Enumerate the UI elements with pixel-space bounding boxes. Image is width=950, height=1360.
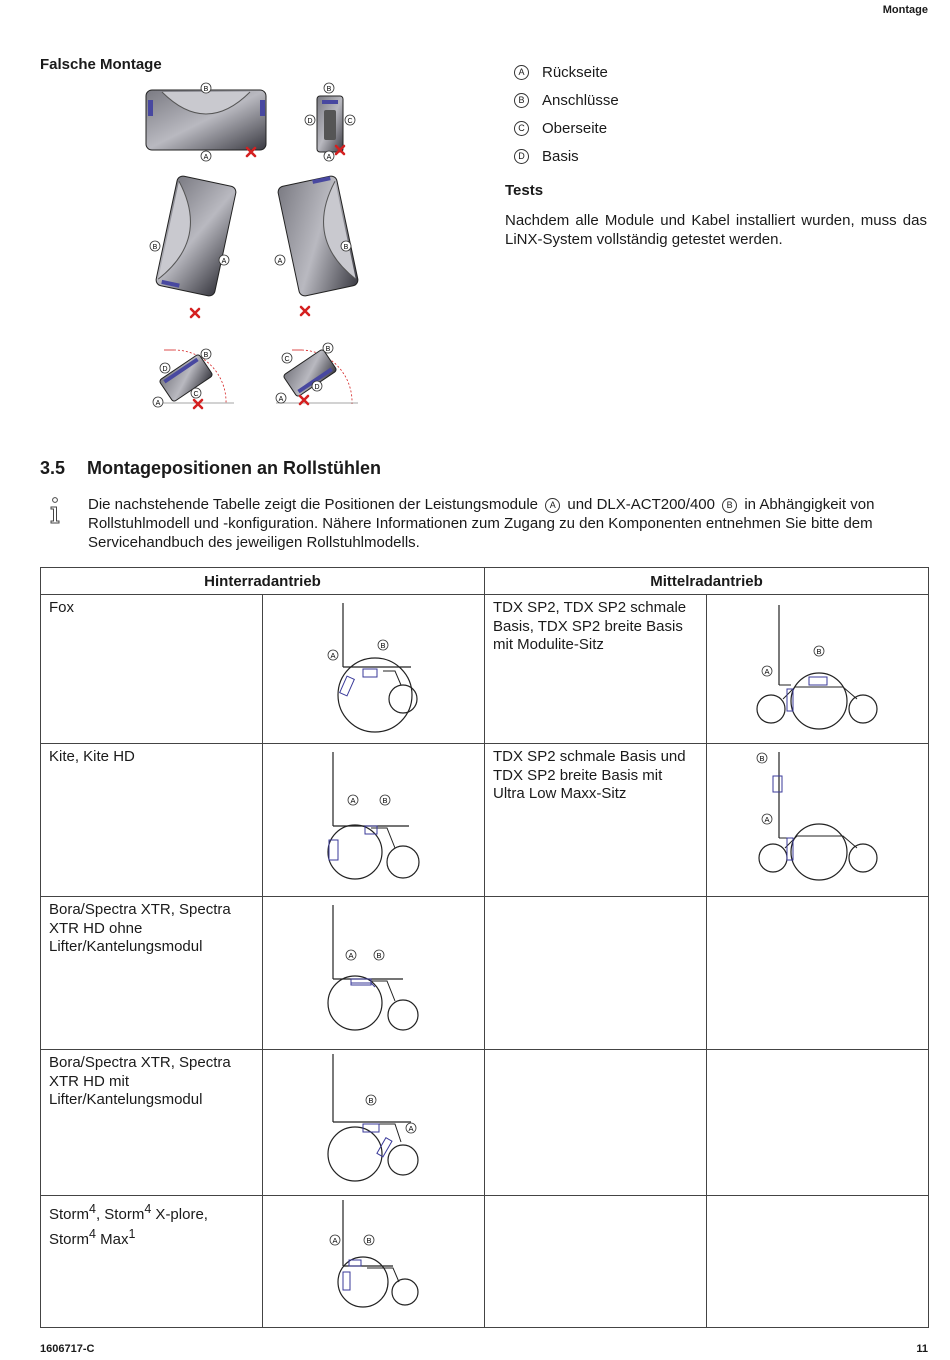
legend-text: Anschlüsse <box>542 91 619 109</box>
legend-text: Oberseite <box>542 119 608 137</box>
label-a-2: A <box>326 154 332 161</box>
label-b-2: B <box>326 86 332 93</box>
diagram-label-b: B <box>759 754 765 763</box>
legend <box>512 58 912 170</box>
rear-diagram-kite <box>263 744 485 888</box>
rear-diagram-cell <box>263 897 485 1050</box>
legend-item-c <box>512 114 912 142</box>
diagram-label-b: B <box>376 951 382 960</box>
diagram-label-b: B <box>368 1096 374 1105</box>
mid-diagram-tdx-modulite <box>707 595 929 735</box>
rear-model-label: Bora/Spectra XTR, Spectra XTR HD mit Lifter/Kantelungsmodul <box>41 1050 263 1196</box>
wrong-mounting-figure <box>134 78 374 418</box>
header-mid-drive: Mittelradantrieb <box>485 568 929 595</box>
label-c-3: C <box>284 356 290 363</box>
section-heading <box>40 458 381 479</box>
storm-name: Storm <box>49 1206 90 1223</box>
storm-superscript: 4 <box>144 1202 152 1216</box>
info-part-3: in Abhängigkeit von Rollstuhlmodell und -konfiguration. Nähere Informationen zum Zugang zu den Komponenten entnehmen Sie bitte dem Servicehandbuch des jeweiligen Rollstuhlmodells. <box>88 496 875 551</box>
device-upright <box>305 83 355 161</box>
label-a-3: A <box>221 258 227 265</box>
mid-model-label <box>485 1050 707 1196</box>
footnote-marker: 1 <box>128 1226 136 1241</box>
mid-model-label <box>485 1196 707 1328</box>
storm-xplore: X-plore, <box>151 1206 208 1223</box>
info-text <box>88 495 888 552</box>
table-row <box>41 897 929 1050</box>
label-a-4: A <box>277 258 283 265</box>
label-b-4: B <box>343 244 349 251</box>
label-a-5: A <box>155 400 161 407</box>
storm-superscript: 4 <box>89 1226 96 1241</box>
diagram-label-b: B <box>816 647 822 656</box>
mid-diagram-cell <box>707 1196 929 1328</box>
diagram-label-a: A <box>330 651 336 660</box>
diagram-label-b: B <box>382 796 388 805</box>
rear-model-label <box>41 1196 263 1328</box>
legend-item-a <box>512 58 912 86</box>
label-d-3: D <box>314 384 320 391</box>
device-horizontal <box>146 83 266 161</box>
legend-letter: D <box>514 149 529 164</box>
diagram-label-a: A <box>764 815 770 824</box>
diagram-label-b: B <box>366 1236 372 1245</box>
rear-model-label: Kite, Kite HD <box>41 744 263 897</box>
mid-model-label <box>485 897 707 1050</box>
mid-model-label: TDX SP2, TDX SP2 schmale Basis, TDX SP2 breite Basis mit Modulite-Sitz <box>485 595 707 744</box>
tests-body: Nachdem alle Module und Kabel installiert wurden, muss das LiNX-System vollständig getestet werden. <box>505 212 927 248</box>
table-header-row <box>41 568 929 595</box>
rear-diagram-cell <box>263 1196 485 1328</box>
legend-text: Basis <box>542 147 579 165</box>
table-row <box>41 1050 929 1196</box>
device-angled-right <box>276 343 358 404</box>
wrong-mounting-title: Falsche Montage <box>40 56 162 73</box>
mid-diagram-tdx-ultra-low <box>707 744 929 888</box>
section-number: 3.5 <box>40 458 66 478</box>
legend-letter: B <box>514 93 529 108</box>
mid-diagram-cell <box>707 744 929 897</box>
storm-superscript: 4 <box>89 1202 96 1216</box>
mid-model-label: TDX SP2 schmale Basis und TDX SP2 breite Basis mit Ultra Low Maxx-Sitz <box>485 744 707 897</box>
info-icon <box>48 496 62 526</box>
diagram-label-a: A <box>350 796 356 805</box>
rear-diagram-bora-without-lifter <box>263 897 485 1041</box>
rear-diagram-storm <box>263 1196 485 1319</box>
diagram-label-a: A <box>764 667 770 676</box>
legend-letter: A <box>514 65 529 80</box>
info-part-1: Die nachstehende Tabelle zeigt die Positionen der Leistungsmodule <box>88 496 539 513</box>
info-letter-b: B <box>722 498 737 513</box>
label-a-1: A <box>203 154 209 161</box>
rear-diagram-bora-with-lifter <box>263 1050 485 1187</box>
label-b-1: B <box>203 86 209 93</box>
rear-model-label: Bora/Spectra XTR, Spectra XTR HD ohne Lifter/Kantelungsmodul <box>41 897 263 1050</box>
legend-letter: C <box>514 121 529 136</box>
table-row <box>41 744 929 897</box>
label-b-3: B <box>152 244 158 251</box>
mid-diagram-cell <box>707 595 929 744</box>
mid-diagram-cell <box>707 1050 929 1196</box>
document-number: 1606717-C <box>40 1343 95 1355</box>
running-header: Montage <box>882 4 928 16</box>
page-number: 11 <box>916 1343 928 1355</box>
storm-max: Max <box>95 1230 129 1248</box>
storm-name: Storm <box>49 1230 90 1248</box>
rear-diagram-cell <box>263 595 485 744</box>
device-tilted-left <box>152 175 237 297</box>
legend-item-b <box>512 86 912 114</box>
table-row <box>41 595 929 744</box>
device-tilted-right <box>277 175 359 297</box>
rear-diagram-cell <box>263 1050 485 1196</box>
label-d-2: D <box>162 366 168 373</box>
diagram-label-a: A <box>348 951 354 960</box>
section-title: Montagepositionen an Rollstühlen <box>87 458 381 478</box>
table-row <box>41 1196 929 1328</box>
info-letter-a: A <box>545 498 560 513</box>
header-rear-drive: Hinterradantrieb <box>41 568 485 595</box>
tests-title: Tests <box>505 182 544 199</box>
legend-item-d <box>512 142 912 170</box>
diagram-label-b: B <box>380 641 386 650</box>
rear-diagram-fox <box>263 595 485 735</box>
diagram-label-a: A <box>408 1124 414 1133</box>
mid-diagram-cell <box>707 897 929 1050</box>
rear-model-label: Fox <box>41 595 263 744</box>
diagram-label-a: A <box>332 1236 338 1245</box>
label-d-1: D <box>307 118 313 125</box>
label-b-5: B <box>203 352 209 359</box>
label-b-6: B <box>325 346 331 353</box>
storm-separator: , Storm <box>95 1206 145 1223</box>
legend-text: Rückseite <box>542 63 608 81</box>
info-part-2: und DLX-ACT200/400 <box>567 496 715 513</box>
label-c-2: C <box>193 391 199 398</box>
rear-diagram-cell <box>263 744 485 897</box>
mounting-positions-table <box>40 567 929 1328</box>
device-angled-left <box>153 349 234 408</box>
label-c-1: C <box>347 118 353 125</box>
label-a-6: A <box>278 396 284 403</box>
